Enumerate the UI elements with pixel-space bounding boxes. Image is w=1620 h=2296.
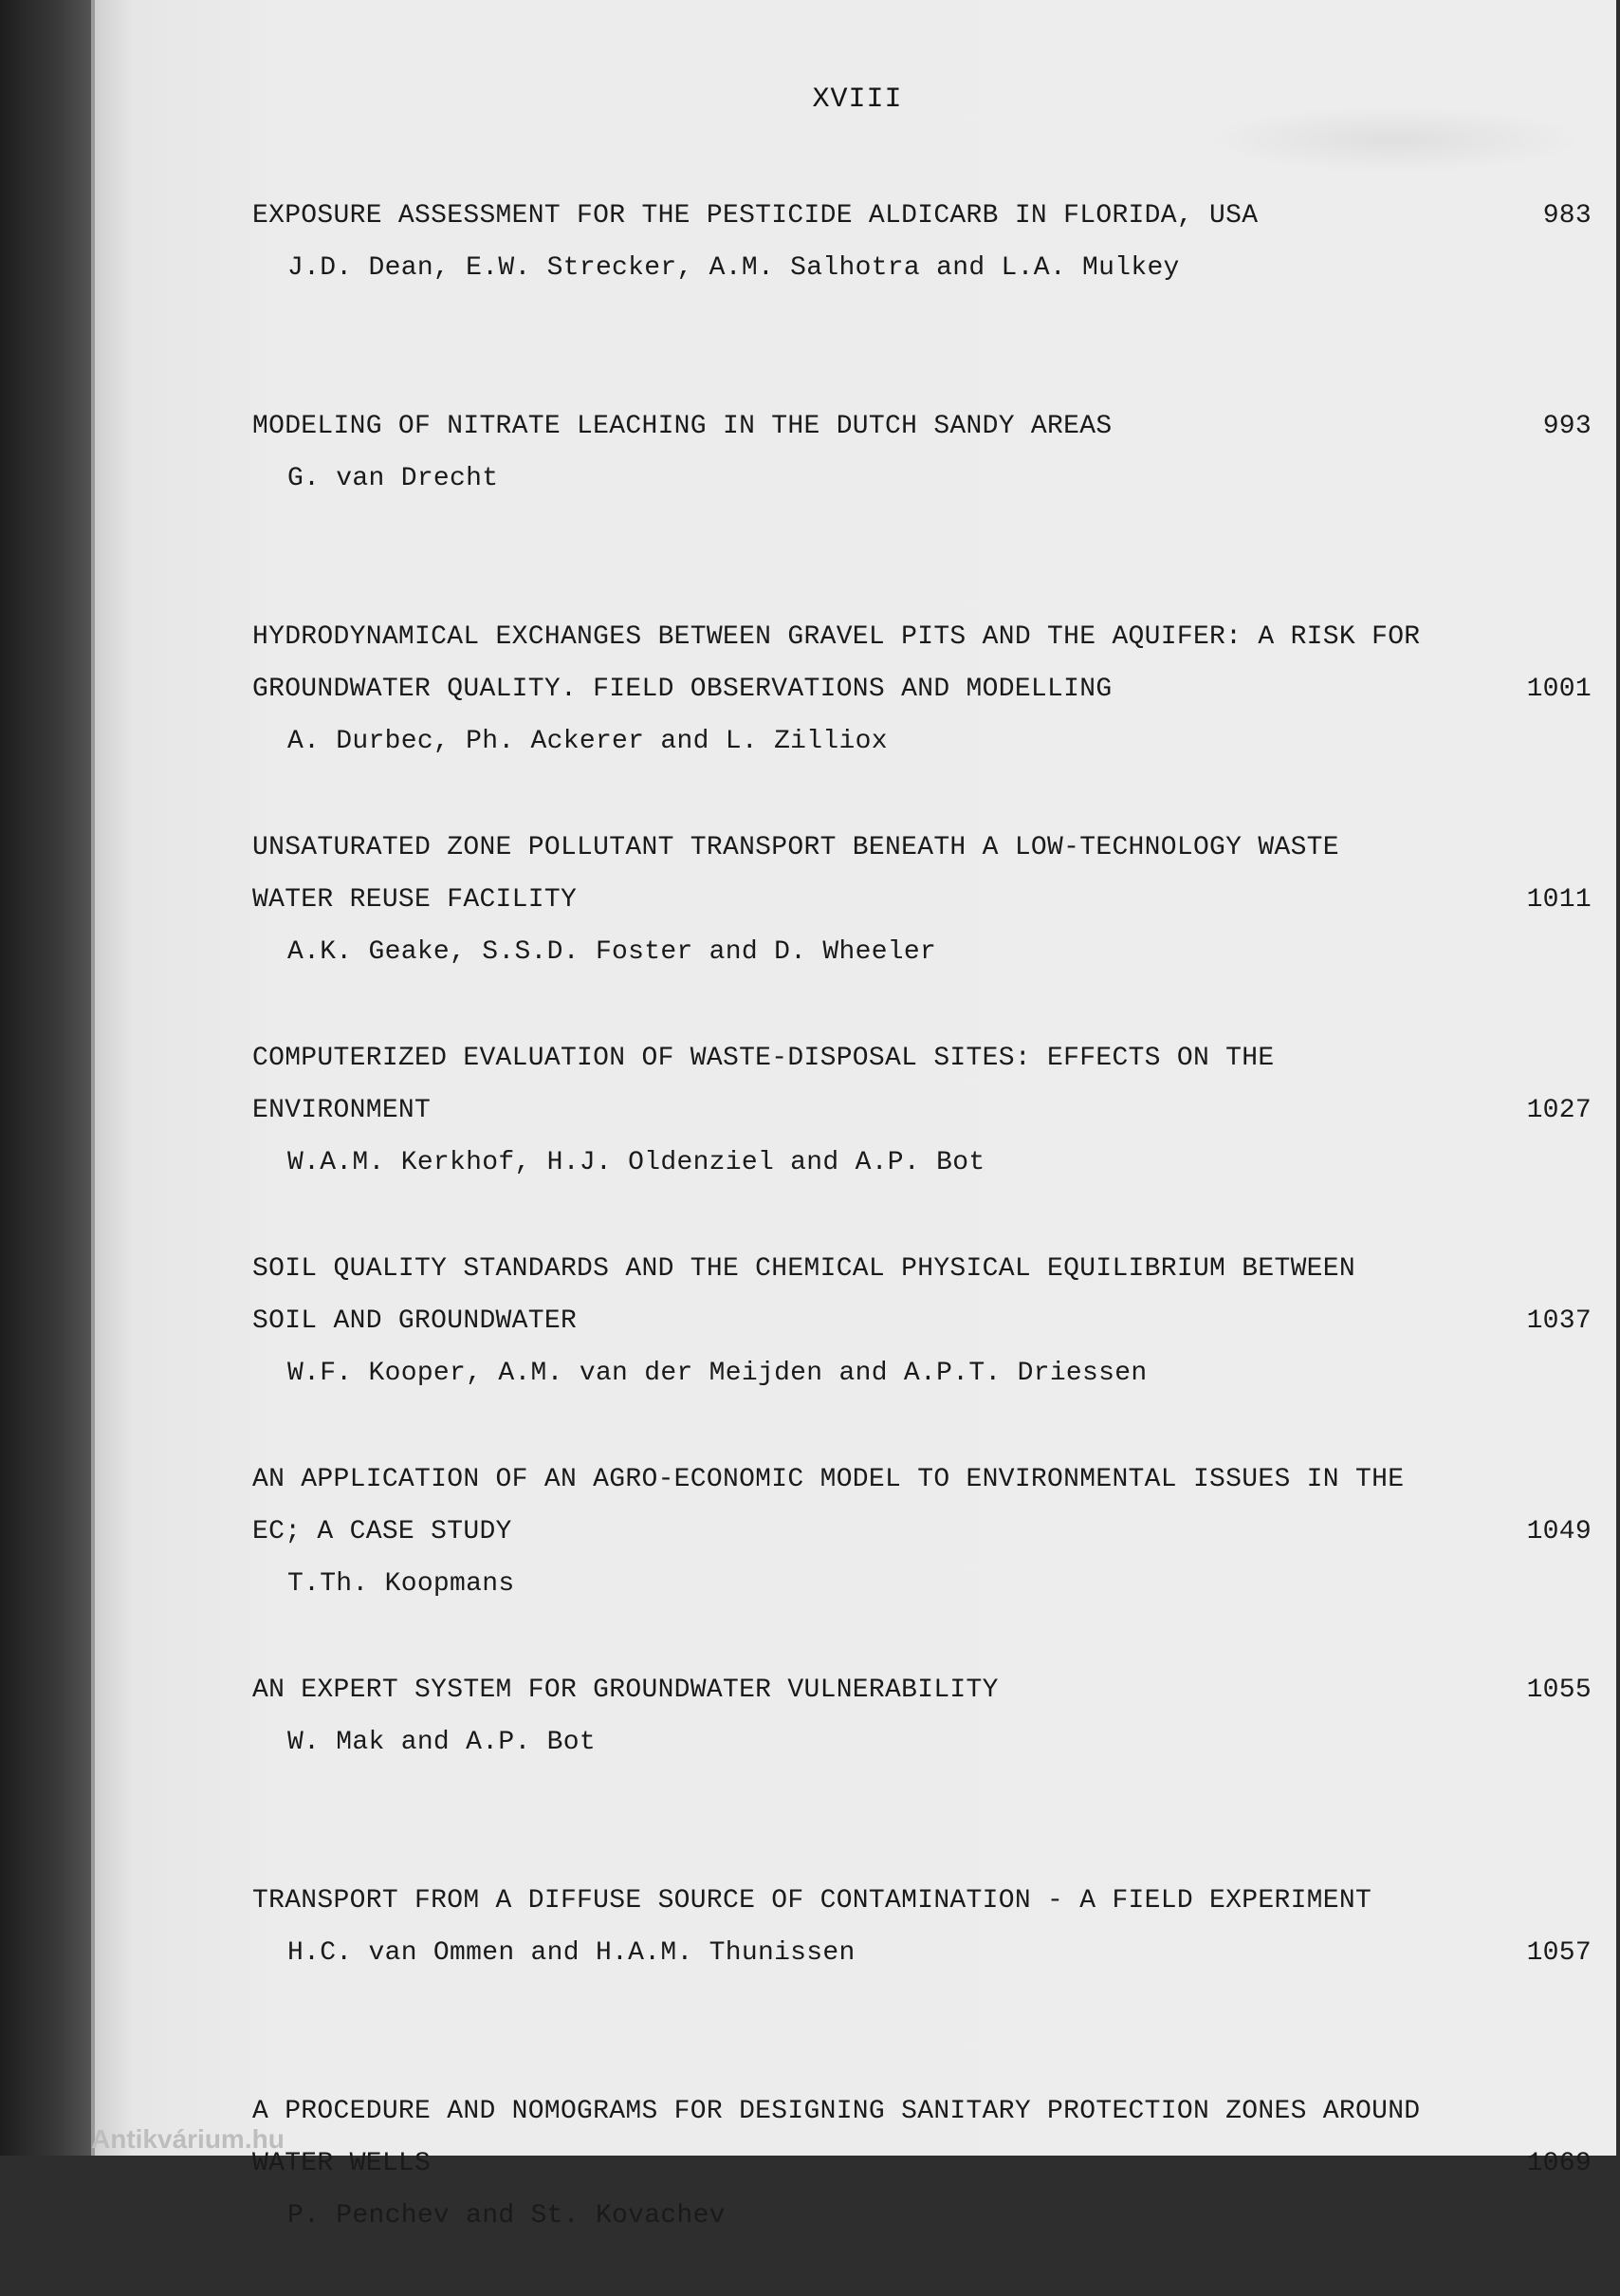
entry-title: EXPOSURE ASSESSMENT FOR THE PESTICIDE ALDICARB IN FLORIDA, USA [252, 201, 1259, 231]
table-of-contents [252, 190, 1592, 2296]
toc-entry [252, 1454, 1592, 1664]
entry-title: TRANSPORT FROM A DIFFUSE SOURCE OF CONTAMINATION - A FIELD EXPERIMENT [252, 1886, 1372, 1916]
entry-page-number: 1055 [1526, 1676, 1592, 1705]
entry-title-row [252, 400, 1592, 453]
entry-title-row [252, 663, 1592, 715]
document-page [91, 0, 1616, 2231]
entry-title-row [252, 874, 1592, 926]
entry-title-line: EC; A CASE STUDY [252, 1517, 512, 1546]
entry-title-line: A PROCEDURE AND NOMOGRAMS FOR DESIGNING SANITARY PROTECTION ZONES AROUND [252, 2097, 1421, 2126]
entry-title-line: AN APPLICATION OF AN AGRO-ECONOMIC MODEL TO ENVIRONMENTAL ISSUES IN THE [252, 1465, 1405, 1494]
toc-entry [252, 190, 1592, 400]
toc-entry [252, 611, 1592, 822]
toc-entry [252, 2085, 1592, 2296]
watermark: Antikvárium.hu [91, 2124, 285, 2154]
entry-title-line: UNSATURATED ZONE POLLUTANT TRANSPORT BENEATH A LOW-TECHNOLOGY WASTE [252, 833, 1339, 862]
entry-title-line: GROUNDWATER QUALITY. FIELD OBSERVATIONS AND MODELLING [252, 675, 1113, 704]
entry-page-number: 1069 [1526, 2149, 1592, 2178]
toc-entry [252, 1032, 1592, 1243]
toc-entry [252, 1875, 1592, 2085]
entry-title-line: COMPUTERIZED EVALUATION OF WASTE-DISPOSAL SITES: EFFECTS ON THE [252, 1044, 1275, 1073]
entry-title-line: ENVIRONMENT [252, 1096, 432, 1125]
entry-title-row [252, 1506, 1592, 1558]
entry-authors: P. Penchev and St. Kovachev [287, 2201, 726, 2231]
entry-authors: H.C. van Ommen and H.A.M. Thunissen [287, 1938, 856, 1968]
toc-entry [252, 1243, 1592, 1454]
entry-authors: W.A.M. Kerkhof, H.J. Oldenziel and A.P. Bot [287, 1148, 985, 1177]
toc-entry [252, 400, 1592, 611]
entry-page-number: 1027 [1526, 1096, 1592, 1125]
entry-title-line: WATER WELLS [252, 2149, 432, 2178]
entry-authors: A. Durbec, Ph. Ackerer and L. Zilliox [287, 727, 888, 756]
entry-title-row [252, 190, 1592, 242]
entry-authors: W. Mak and A.P. Bot [287, 1728, 596, 1757]
entry-title: AN EXPERT SYSTEM FOR GROUNDWATER VULNERABILITY [252, 1676, 999, 1705]
entry-page-number: 1001 [1526, 675, 1592, 704]
entry-title-line: SOIL QUALITY STANDARDS AND THE CHEMICAL PHYSICAL EQUILIBRIUM BETWEEN [252, 1254, 1355, 1284]
entry-title-line: WATER REUSE FACILITY [252, 885, 578, 915]
entry-authors: T.Th. Koopmans [287, 1569, 515, 1599]
toc-entry [252, 1664, 1592, 1875]
entry-authors: G. van Drecht [287, 464, 499, 493]
entry-page-number: 1037 [1526, 1306, 1592, 1336]
toc-entry [252, 822, 1592, 1032]
entry-page-number: 993 [1542, 412, 1592, 441]
entry-author-row [252, 1927, 1592, 1979]
entry-title-row [252, 1295, 1592, 1347]
entry-page-number: 983 [1542, 201, 1592, 231]
entry-title: MODELING OF NITRATE LEACHING IN THE DUTCH SANDY AREAS [252, 412, 1113, 441]
entry-title-line: SOIL AND GROUNDWATER [252, 1306, 578, 1336]
entry-authors: A.K. Geake, S.S.D. Foster and D. Wheeler [287, 937, 937, 967]
entry-title-row [252, 1664, 1592, 1716]
entry-page-number: 1049 [1526, 1517, 1592, 1546]
entry-title-row [252, 1084, 1592, 1137]
entry-title-line: HYDRODYNAMICAL EXCHANGES BETWEEN GRAVEL PITS AND THE AQUIFER: A RISK FOR [252, 622, 1421, 652]
entry-authors: W.F. Kooper, A.M. van der Meijden and A.P.T. Driessen [287, 1359, 1148, 1388]
entry-page-number: 1057 [1526, 1938, 1592, 1968]
binding-edge [0, 0, 99, 2156]
entry-page-number: 1011 [1526, 885, 1592, 915]
page-number: XVIII [812, 83, 903, 116]
entry-authors: J.D. Dean, E.W. Strecker, A.M. Salhotra and L.A. Mulkey [287, 253, 1180, 283]
show-through-shadow [1205, 106, 1584, 173]
